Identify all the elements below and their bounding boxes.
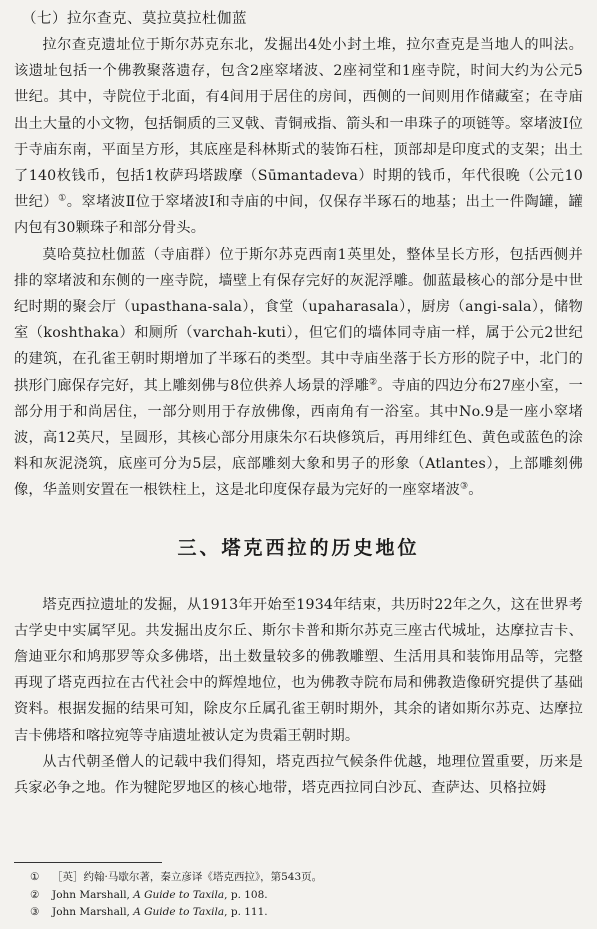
footnote-ref-1[interactable]: ① xyxy=(58,193,67,204)
footnote-book-title: A Guide to Taxila xyxy=(133,888,225,901)
footnote-2 xyxy=(30,887,583,905)
footnotes xyxy=(14,862,583,922)
footnote-author: John Marshall, xyxy=(52,906,134,918)
footnote-divider xyxy=(14,862,162,863)
footnote-text xyxy=(52,869,322,887)
paragraph-excavation-history: 塔克西拉遗址的发掘，从1913年开始至1934年结束，共历时22年之久，这在世界考古学史中实属罕见。共发掘出皮尔丘、斯尔卡普和斯尔苏克三座古代城址，达摩拉吉卡、詹迪亚尔和鸠那罗等众多佛塔，出土数量较多的佛教雕塑、生活用具和装饰用品等，完整再现了塔克西拉在古代社会中的辉煌地位，也为佛教寺院布局和佛教造像研究提供了基础资料。根据发掘的结果可知，除皮尔丘属孔雀王朝时期外，其余的诸如斯尔苏克、达摩拉吉卡佛塔和喀拉宛等寺庙遗址被认定为贵霜王朝时期。 xyxy=(14,596,583,744)
footnote-ref-3[interactable]: ③ xyxy=(460,481,469,492)
footnote-text xyxy=(52,887,268,905)
footnote-book-title: A Guide to Taxila xyxy=(133,906,225,918)
paragraph-pilgrim-records: 从古代朝圣僧人的记载中我们得知，塔克西拉气候条件优越，地理位置重要，历来是兵家必争之地。作为犍陀罗地区的核心地带，塔克西拉同白沙瓦、查萨达、贝格拉姆 xyxy=(14,753,583,797)
footnote-number: ① xyxy=(30,871,40,883)
paragraph-text: 拉尔查克遗址位于斯尔苏克东北，发掘出4处小封土堆，拉尔查克是当地人的叫法。该遗址包括一个佛教聚落遗存，包含2座窣堵波、2座祠堂和1座寺院，时间大约为公元5世纪。其中，寺院位于北面，有4间用于居住的房间，西侧的一间则用作储藏室；在寺庙出土大量的小文物，包括铜质的三叉戟、青铜戒指、箭头和一串珠子的项链等。窣堵波Ⅰ位于寺庙东南，平面呈方形，其底座是科林斯式的装饰石柱，顶部却是印度式的支架；出土了140枚钱币，包括1枚萨玛塔跋摩（Sūmantadeva）时期的钱币，年代很晚（公元10世纪） xyxy=(14,37,583,211)
paragraph-mohra-moradu xyxy=(14,242,583,504)
section-title: 三、塔克西拉的历史地位 xyxy=(177,536,420,559)
footnote-citation: ［英］约翰·马歇尔著，秦立彦译《塔克西拉》，第543页。 xyxy=(52,871,323,883)
footnote-1 xyxy=(30,869,583,887)
footnote-ref-2[interactable]: ② xyxy=(368,376,378,387)
footnote-page: , p. 111. xyxy=(224,906,268,918)
paragraph-text: 莫哈莫拉杜伽蓝（寺庙群）位于斯尔苏克西南1英里处，整体呈长方形，包括西侧并排的窣堵波和东侧的一座寺院，墙壁上有保存完好的灰泥浮雕。伽蓝最核心的部分是中世纪时期的聚会厅（upasthana-sala），食堂（upaharasala），厨房（angi-sala），储物室（koshthaka）和厕所（varchah-kuti），但它们的墙体同寺庙一样，属于公元2世纪的建筑，在孔雀王朝时期增加了半琢石的类型。其中寺庙坐落于长方形的院子中，北门的拱形门廊保存完好，其上雕刻佛与8位供养人场景的浮雕 xyxy=(14,246,583,394)
footnote-text xyxy=(52,904,268,922)
footnote-number: ③ xyxy=(30,906,40,918)
paragraph-text: 。寺庙的四边分布27座小室，一部分用于和尚居住，一部分则用于存放佛像，西南角有一浴室。其中No.9是一座小窣堵波，高12英尺，呈圆形，其核心部分用康朱尔石块修筑后，再用绯红色、黄色或蓝色的涂料和灰泥浇筑，底座可分为5层，底部雕刻大象和男子的形象（Atlantes），上部雕刻佛像，华盖则安置在一根铁柱上，这是北印度保存最为完好的一座窣堵波 xyxy=(14,377,584,499)
paragraph-lalchak xyxy=(14,32,583,242)
footnote-page: , p. 108. xyxy=(224,888,268,901)
paragraph-text: 。窣堵波Ⅱ位于窣堵波Ⅰ和寺庙的中间，仅保存半琢石的地基；出土一件陶罐，罐内包有30颗珠子和部分骨头。 xyxy=(14,194,584,237)
subsection-heading: （七）拉尔查克、莫拉莫拉杜伽蓝 xyxy=(22,11,247,27)
paragraph-text: 。 xyxy=(468,482,483,499)
footnote-author: John Marshall, xyxy=(52,888,134,901)
footnote-number: ② xyxy=(30,888,40,901)
footnote-3 xyxy=(30,904,583,922)
